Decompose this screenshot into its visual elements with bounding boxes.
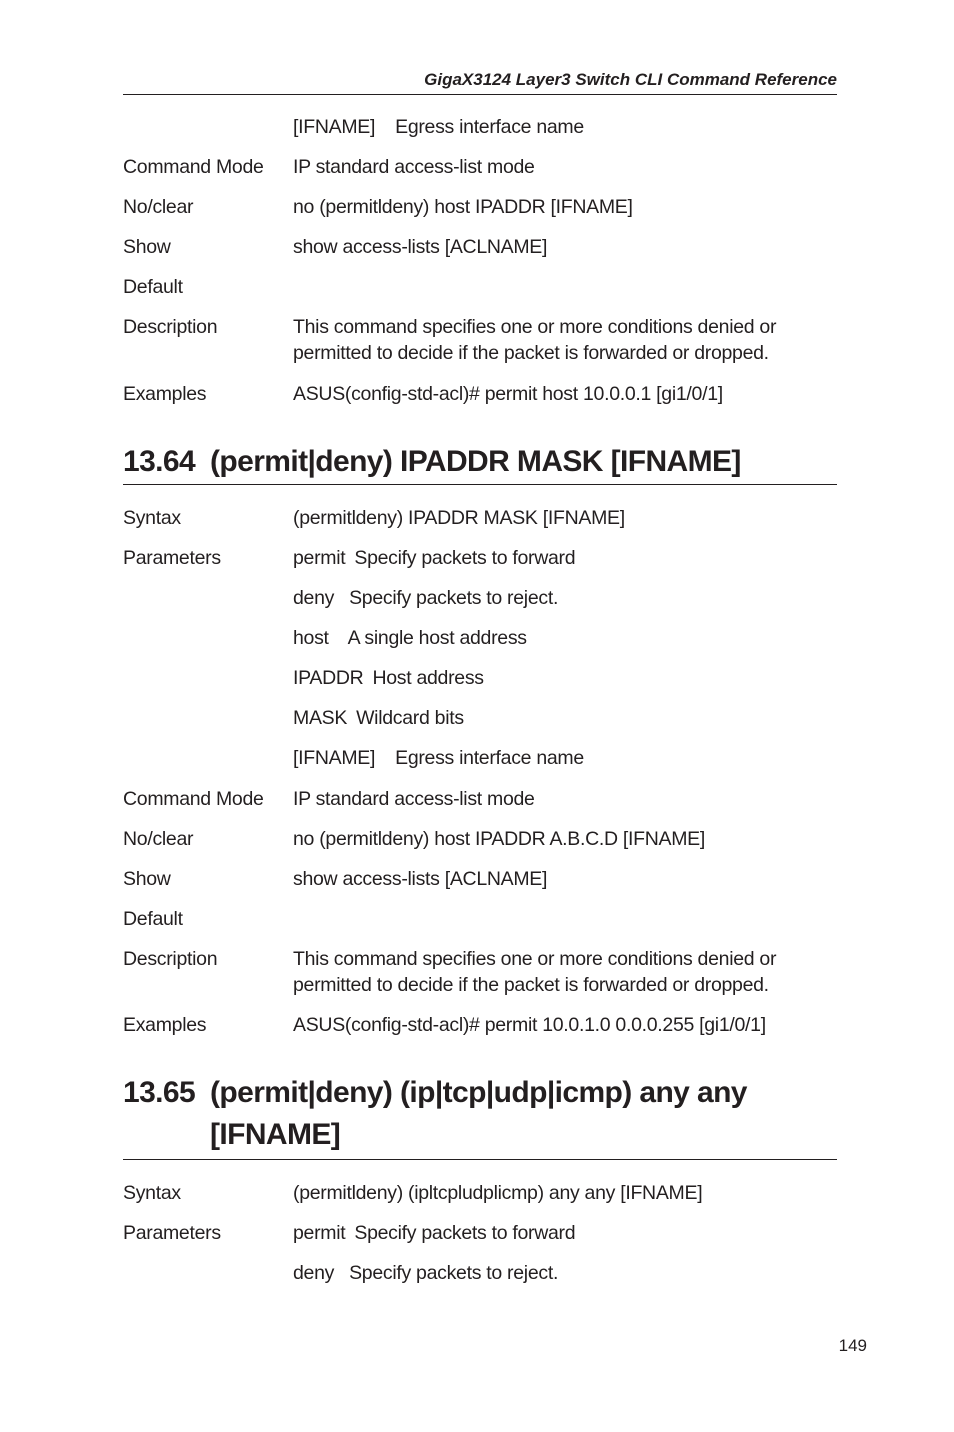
row-label: Show bbox=[123, 236, 171, 258]
param-name: permit bbox=[293, 1222, 346, 1244]
param-name: IPADDR bbox=[293, 667, 364, 689]
row-label: Command Mode bbox=[123, 788, 264, 810]
param-desc: Wildcard bits bbox=[356, 707, 464, 729]
row-value: ASUS(config-std-acl)# permit 10.0.1.0 0.0.0.255 [gi1/0/1] bbox=[293, 1014, 766, 1036]
description-line: permitted to decide if the packet is forwarded or dropped. bbox=[293, 974, 769, 996]
row-value: (permitldeny) (ipltcpludplicmp) any any [IFNAME] bbox=[293, 1182, 703, 1204]
description-line: permitted to decide if the packet is forwarded or dropped. bbox=[293, 342, 769, 364]
running-header: GigaX3124 Layer3 Switch CLI Command Reference bbox=[123, 68, 837, 95]
row-label: Parameters bbox=[123, 547, 221, 569]
row-label: Description bbox=[123, 948, 218, 970]
row-value: ASUS(config-std-acl)# permit host 10.0.0.1 [gi1/0/1] bbox=[293, 383, 723, 405]
row-value: IP standard access-list mode bbox=[293, 788, 535, 810]
row-value: show access-lists [ACLNAME] bbox=[293, 236, 548, 258]
param-desc: Specify packets to forward bbox=[354, 1222, 576, 1244]
row-label: Description bbox=[123, 316, 218, 338]
section-title-line: [IFNAME] bbox=[210, 1118, 341, 1151]
section-title bbox=[210, 1072, 830, 1156]
param-name: deny bbox=[293, 587, 335, 609]
param-name: [IFNAME] bbox=[293, 747, 376, 769]
row-label: Examples bbox=[123, 383, 207, 405]
row-label: No/clear bbox=[123, 196, 194, 218]
row-value: no (permitldeny) host IPADDR [IFNAME] bbox=[293, 196, 633, 218]
row-label: Syntax bbox=[123, 507, 181, 529]
param-desc: A single host address bbox=[347, 627, 527, 649]
param-desc: Specify packets to reject. bbox=[349, 1262, 559, 1284]
param-desc: Egress interface name bbox=[395, 747, 584, 769]
row-label: No/clear bbox=[123, 828, 194, 850]
row-label: Default bbox=[123, 908, 183, 930]
section-title: (permit|deny) IPADDR MASK [IFNAME] bbox=[210, 445, 741, 478]
description-line: This command specifies one or more conditions denied or bbox=[293, 948, 777, 970]
param-name: permit bbox=[293, 547, 346, 569]
param-desc: Egress interface name bbox=[395, 116, 584, 138]
section-heading-13-64 bbox=[123, 442, 837, 485]
description-line: This command specifies one or more conditions denied or bbox=[293, 316, 777, 338]
section-number: 13.65 bbox=[123, 1076, 196, 1109]
page-number: 149 bbox=[838, 1336, 867, 1355]
row-label: Command Mode bbox=[123, 156, 264, 178]
row-label: Show bbox=[123, 868, 171, 890]
row-value bbox=[293, 946, 813, 998]
row-value bbox=[293, 314, 813, 366]
param-name: [IFNAME] bbox=[293, 116, 376, 138]
param-name: deny bbox=[293, 1262, 335, 1284]
param-desc: Specify packets to reject. bbox=[349, 587, 559, 609]
section-title-line: (permit|deny) (ip|tcp|udp|icmp) any any bbox=[210, 1076, 747, 1109]
section-heading-13-65 bbox=[123, 1072, 837, 1160]
param-name: MASK bbox=[293, 707, 348, 729]
row-value: IP standard access-list mode bbox=[293, 156, 535, 178]
param-name: host bbox=[293, 627, 329, 649]
row-label: Syntax bbox=[123, 1182, 181, 1204]
row-label: Default bbox=[123, 276, 183, 298]
row-label: Parameters bbox=[123, 1222, 221, 1244]
row-value: no (permitldeny) host IPADDR A.B.C.D [IFNAME] bbox=[293, 828, 706, 850]
row-value: show access-lists [ACLNAME] bbox=[293, 868, 548, 890]
row-label: Examples bbox=[123, 1014, 207, 1036]
row-value: (permitldeny) IPADDR MASK [IFNAME] bbox=[293, 507, 625, 529]
section-number: 13.64 bbox=[123, 445, 196, 478]
param-desc: Specify packets to forward bbox=[354, 547, 576, 569]
param-desc: Host address bbox=[372, 667, 484, 689]
